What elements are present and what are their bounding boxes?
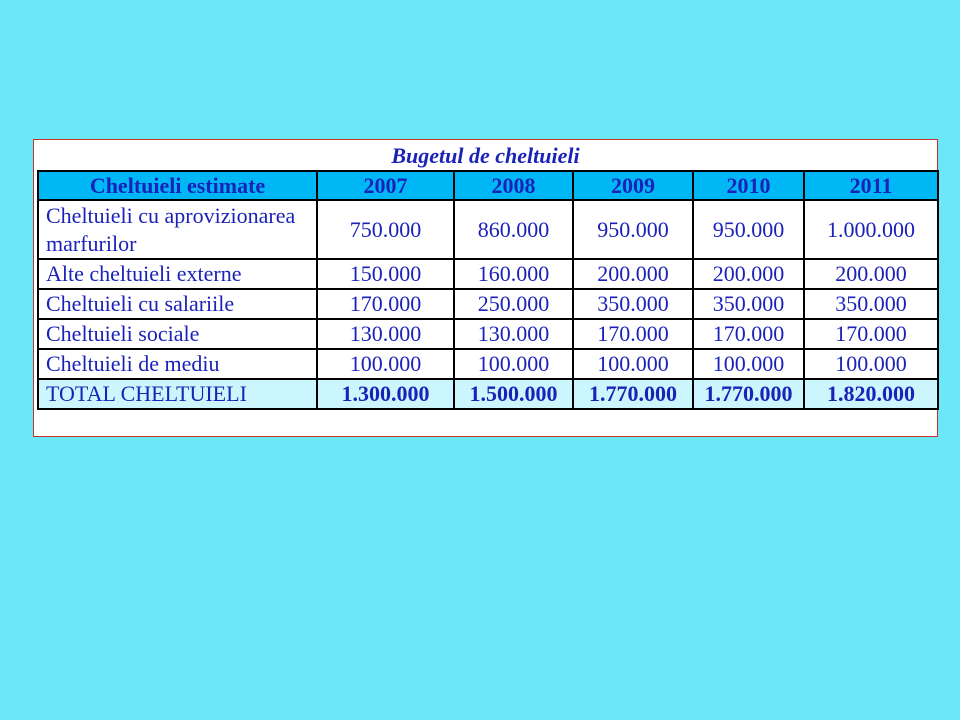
row-label-cell: Cheltuieli cu aprovizionarea marfurilor (38, 200, 317, 259)
total-value-cell: 1.770.000 (693, 379, 804, 409)
table-title: Bugetul de cheltuieli (391, 143, 580, 168)
value-cell: 170.000 (804, 319, 938, 349)
value-cell: 100.000 (317, 349, 454, 379)
value-cell: 100.000 (693, 349, 804, 379)
budget-table (37, 170, 939, 410)
value-cell: 200.000 (693, 259, 804, 289)
value-cell: 950.000 (693, 200, 804, 259)
table-row (38, 289, 938, 319)
total-value-cell: 1.300.000 (317, 379, 454, 409)
value-cell: 170.000 (693, 319, 804, 349)
total-value-cell: 1.500.000 (454, 379, 573, 409)
header-year-cell: 2011 (804, 171, 938, 200)
table-row (38, 349, 938, 379)
value-cell: 130.000 (454, 319, 573, 349)
total-row (38, 379, 938, 409)
header-year-cell: 2009 (573, 171, 693, 200)
value-cell: 170.000 (573, 319, 693, 349)
total-value-cell: 1.820.000 (804, 379, 938, 409)
value-cell: 200.000 (804, 259, 938, 289)
value-cell: 250.000 (454, 289, 573, 319)
value-cell: 170.000 (317, 289, 454, 319)
row-label-cell: Cheltuieli de mediu (38, 349, 317, 379)
value-cell: 100.000 (454, 349, 573, 379)
budget-panel (33, 139, 938, 437)
header-year-cell: 2010 (693, 171, 804, 200)
value-cell: 200.000 (573, 259, 693, 289)
value-cell: 350.000 (693, 289, 804, 319)
header-year-cell: 2008 (454, 171, 573, 200)
header-label-cell: Cheltuieli estimate (38, 171, 317, 200)
value-cell: 150.000 (317, 259, 454, 289)
row-label-cell: Cheltuieli cu salariile (38, 289, 317, 319)
header-row (38, 171, 938, 200)
value-cell: 750.000 (317, 200, 454, 259)
value-cell: 160.000 (454, 259, 573, 289)
value-cell: 950.000 (573, 200, 693, 259)
value-cell: 100.000 (573, 349, 693, 379)
value-cell: 860.000 (454, 200, 573, 259)
value-cell: 350.000 (804, 289, 938, 319)
value-cell: 1.000.000 (804, 200, 938, 259)
total-label-cell: TOTAL CHELTUIELI (38, 379, 317, 409)
table-row (38, 319, 938, 349)
value-cell: 130.000 (317, 319, 454, 349)
total-value-cell: 1.770.000 (573, 379, 693, 409)
row-label-cell: Alte cheltuieli externe (38, 259, 317, 289)
header-year-cell: 2007 (317, 171, 454, 200)
value-cell: 100.000 (804, 349, 938, 379)
value-cell: 350.000 (573, 289, 693, 319)
table-row (38, 200, 938, 259)
row-label-cell: Cheltuieli sociale (38, 319, 317, 349)
table-row (38, 259, 938, 289)
